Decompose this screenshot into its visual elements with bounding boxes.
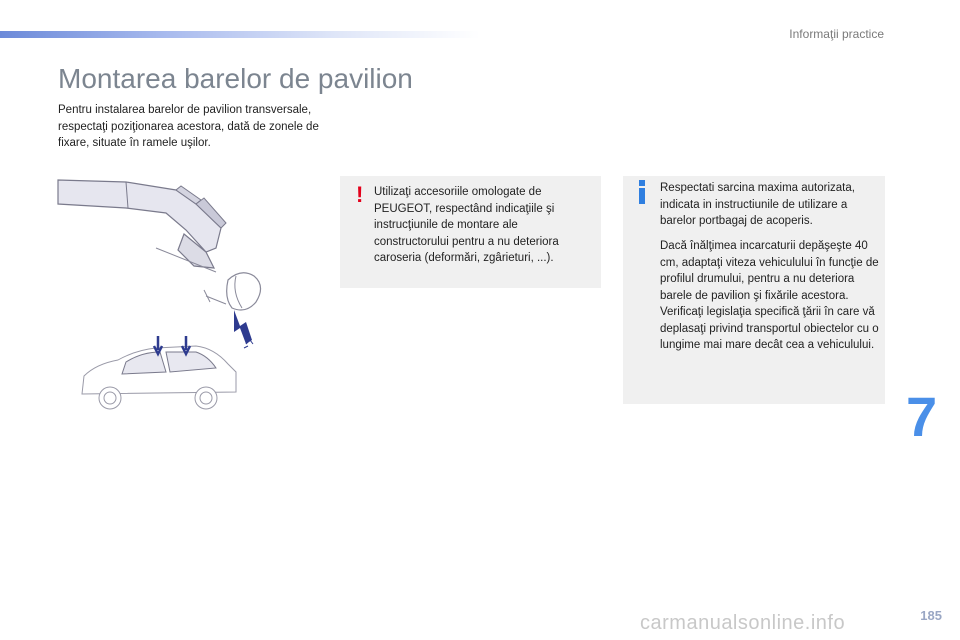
info-text-load: Respectati sarcina maxima autorizata, indicata in instructiunile de utilizare a barelor portbagaj de acoperis. [660,182,855,227]
exclamation-icon: ! [356,182,364,207]
page-title: Montarea barelor de pavilion [58,63,413,94]
info-box [623,176,885,404]
intro-paragraph: Pentru instalarea barelor de pavilion transversale, respectaţi poziţionarea acestora, dată de zonele de fixare, situate în ramele uşilor. [58,104,319,149]
warning-box [340,176,601,288]
chapter-number: 7 [906,385,938,448]
info-icon [638,180,646,204]
header-accent-bar [0,31,480,38]
watermark-text: carmanualsonline.info [640,612,846,634]
roof-bar-illustration [56,168,326,418]
warning-text: Utilizaţi accesoriile omologate de PEUGEOT, respectând indicaţiile şi instrucţiunile de montare ale constructorului pentru a nu deteriora caroseria (deformări, zgârieturi, ...). [374,186,559,264]
info-text-height: Dacă înălţimea incarcaturii depăşeşte 40 cm, adaptaţi viteza vehiculului în funcţie de profilul drumului, pentru a nu deteriora barele de pavilion şi fixările acestora. Verificaţi legislaţia specifică ţării în care vă deplasaţi privind transportul obiectelor cu o lungime mai mare decât cea a vehiculului. [660,240,879,351]
page-number: 185 [920,608,942,623]
section-label: Informaţii practice [789,27,884,41]
